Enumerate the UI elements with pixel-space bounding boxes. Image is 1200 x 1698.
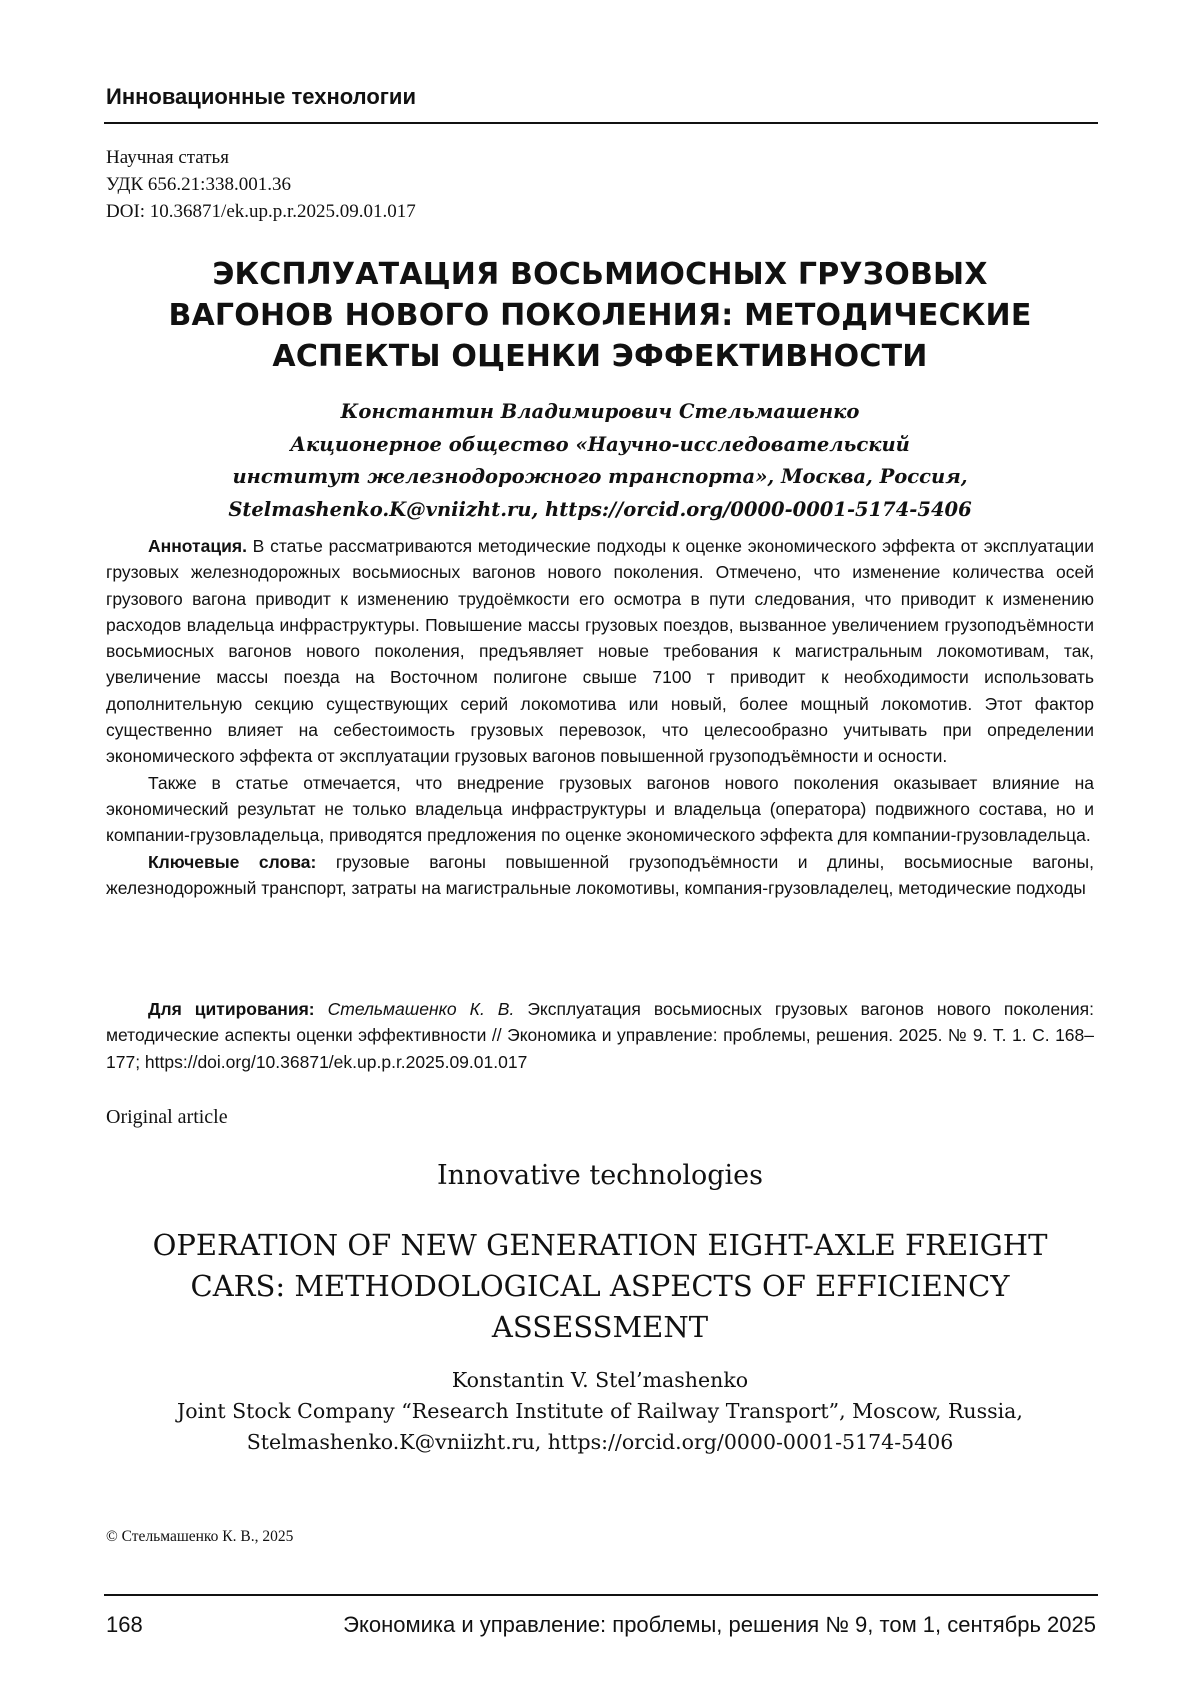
page-number: 168 <box>106 1612 143 1638</box>
title-en-line: CARS: METHODOLOGICAL ASPECTS OF EFFICIENCY <box>106 1266 1094 1307</box>
author-block-en <box>106 1365 1094 1458</box>
affiliation-en: Joint Stock Company “Research Institute of Railway Transport”, Moscow, Russia, <box>106 1396 1094 1427</box>
section-rubric: Инновационные технологии <box>106 84 1096 110</box>
article-title-ru <box>106 254 1094 377</box>
author-name-ru: Константин Владимирович Стельмашенко <box>106 396 1094 429</box>
affiliation-ru-line: институт железнодорожного транспорта», Москва, Россия, <box>106 461 1094 494</box>
article-title-en <box>106 1225 1094 1348</box>
journal-info: Экономика и управление: проблемы, решения № 9, том 1, сентябрь 2025 <box>343 1612 1096 1638</box>
article-type-en: Original article <box>106 1106 228 1129</box>
article-type: Научная статья <box>106 144 416 171</box>
citation-label: Для цитирования: <box>148 999 315 1019</box>
title-en-line: OPERATION OF NEW GENERATION EIGHT-AXLE FREIGHT <box>106 1225 1094 1266</box>
title-ru-line: АСПЕКТЫ ОЦЕНКИ ЭФФЕКТИВНОСТИ <box>106 336 1094 377</box>
keywords <box>106 849 1094 902</box>
author-block-ru <box>106 396 1094 526</box>
abstract-paragraph: Также в статье отмечается, что внедрение грузовых вагонов нового поколения оказывает влияние на экономический результат не только владельца инфраструктуры и владельца (оператора) подвижного состава, но и компании-грузовладельца, приводятся предложения по оценке экономического эффекта для компании-грузовладельца. <box>106 770 1094 849</box>
abstract-label: Аннотация. <box>148 536 247 556</box>
author-contacts-en: Stelmashenko.K@vniizht.ru, https://orcid.org/0000-0001-5174-5406 <box>106 1427 1094 1458</box>
keywords-text: грузовые вагоны повышенной грузоподъёмности и длины, восьмиосные вагоны, железнодорожный транспорт, затраты на магистральные локомотивы, компания-грузовладелец, методические подходы <box>106 852 1094 898</box>
abstract-paragraph <box>106 533 1094 770</box>
author-name-en: Konstantin V. Stel’mashenko <box>106 1365 1094 1396</box>
abstract-text: В статье рассматриваются методические подходы к оценке экономического эффекта от эксплуатации грузовых железнодорожных восьмиосных вагонов нового поколения. Отмечено, что изменение количества осей грузового вагона приводит к изменению трудоёмкости его осмотра в пути следования, что приводит к изменению расходов владельца инфраструктуры. Повышение массы грузовых поездов, вызванное увеличением грузоподъёмности восьмиосных вагонов нового поколения, предъявляет новые требования к магистральным локомотивам, так, увеличение массы поезда на Восточном полигоне свыше 7100 т приводит к необходимости использовать дополнительную секцию существующих серий локомотива или новый, более мощный локомотив. Этот фактор существенно влияет на себестоимость грузовых перевозок, что целесообразно учитывать при определении экономического эффекта от эксплуатации грузовых вагонов повышенной грузоподъёмности и осности. <box>106 536 1094 766</box>
affiliation-ru-line: Акционерное общество «Научно-исследовательский <box>106 429 1094 462</box>
udc-code: УДК 656.21:338.001.36 <box>106 171 416 198</box>
doi: DOI: 10.36871/ek.up.p.r.2025.09.01.017 <box>106 198 416 225</box>
title-ru-line: ВАГОНОВ НОВОГО ПОКОЛЕНИЯ: МЕТОДИЧЕСКИЕ <box>106 295 1094 336</box>
citation-text: Эксплуатация восьмиосных грузовых вагонов нового поколения: методические аспекты оценки эффективности // Экономика и управление: проблемы, решения. 2025. № 9. Т. 1. С. 168–177; https://doi.org/10.36871/ek.up.p.r.2025.09.01.017 <box>106 999 1094 1072</box>
title-ru-line: ЭКСПЛУАТАЦИЯ ВОСЬМИОСНЫХ ГРУЗОВЫХ <box>106 254 1094 295</box>
header-divider <box>104 122 1098 124</box>
section-rubric-en: Innovative technologies <box>106 1160 1094 1191</box>
article-page <box>0 0 1200 1698</box>
abstract <box>106 533 1094 901</box>
copyright-notice: © Стельмашенко К. В., 2025 <box>106 1528 293 1546</box>
article-meta <box>106 144 416 225</box>
keywords-label: Ключевые слова: <box>148 852 316 872</box>
citation-block <box>106 996 1094 1075</box>
title-en-line: ASSESSMENT <box>106 1307 1094 1348</box>
footer-divider <box>104 1594 1098 1596</box>
author-contacts-ru: Stelmashenko.K@vniizht.ru, https://orcid.org/0000-0001-5174-5406 <box>106 494 1094 527</box>
citation-author: Стельмашенко К. В. <box>328 999 515 1019</box>
